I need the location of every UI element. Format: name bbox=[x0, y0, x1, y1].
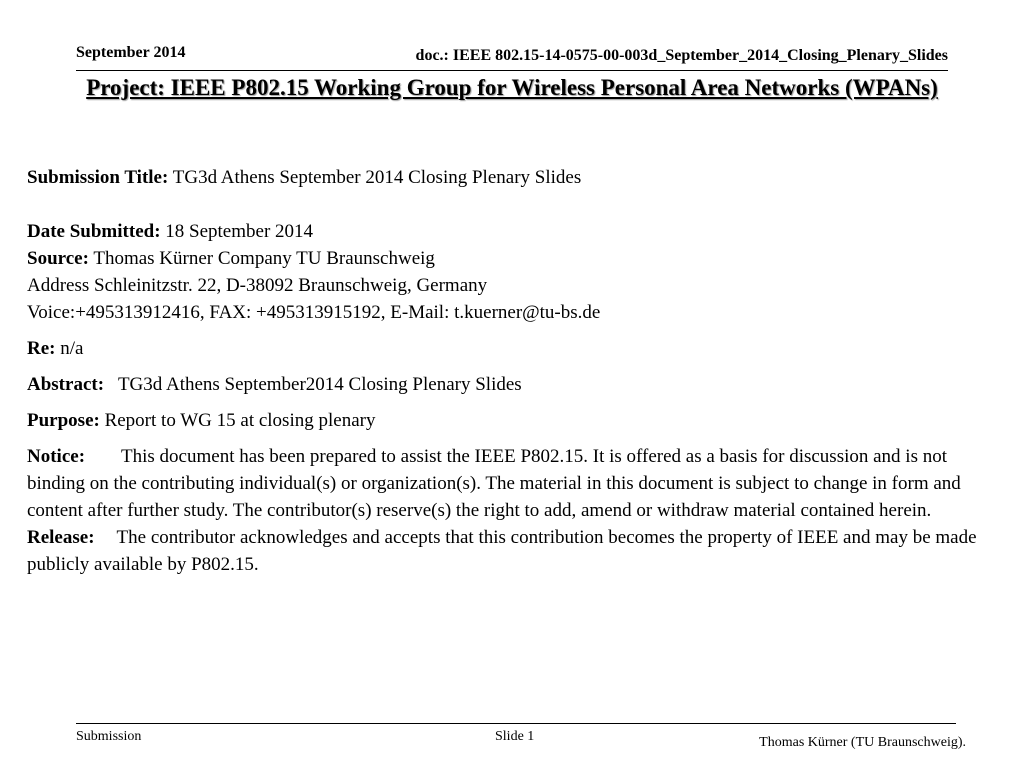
purpose-value: Report to WG 15 at closing plenary bbox=[104, 410, 376, 431]
header-divider bbox=[76, 70, 948, 71]
notice-label: Notice: bbox=[27, 446, 86, 467]
submission-body bbox=[27, 164, 987, 578]
header-doc-id: doc.: IEEE 802.15-14-0575-00-003d_September_2014_Closing_Plenary_Slides bbox=[415, 47, 948, 64]
re-value: n/a bbox=[60, 338, 84, 359]
re-label: Re: bbox=[27, 338, 56, 359]
voice-line: Voice:+495313912416, FAX: +495313915192, E-Mail: t.kuerner@tu-bs.de bbox=[27, 302, 601, 323]
purpose-label: Purpose: bbox=[27, 410, 100, 431]
release-label: Release: bbox=[27, 527, 95, 548]
abstract-label: Abstract: bbox=[27, 374, 105, 395]
footer-divider bbox=[76, 723, 956, 724]
source-value: Thomas Kürner Company TU Braunschweig bbox=[93, 248, 435, 269]
source-line bbox=[27, 245, 987, 272]
date-submitted-label: Date Submitted: bbox=[27, 221, 161, 242]
submission-title-value: TG3d Athens September 2014 Closing Plenary Slides bbox=[172, 167, 582, 188]
re-line bbox=[27, 335, 987, 362]
submission-title-label: Submission Title: bbox=[27, 167, 169, 188]
submission-title-line bbox=[27, 164, 987, 191]
notice-paragraph bbox=[27, 443, 987, 524]
release-paragraph bbox=[27, 524, 987, 578]
abstract-value: TG3d Athens September2014 Closing Plenary Slides bbox=[117, 374, 522, 395]
date-submitted-line bbox=[27, 218, 987, 245]
purpose-line bbox=[27, 407, 987, 434]
notice-value: This document has been prepared to assist the IEEE P802.15. It is offered as a basis for discussion and is not binding on the contributing individual(s) or organization(s). The material in this document is subject to change in form and content after further study. The contributor(s) reserve(s) the right to add, amend or withdraw material contained herein. bbox=[27, 446, 961, 521]
abstract-line bbox=[27, 371, 987, 398]
source-label: Source: bbox=[27, 248, 89, 269]
footer-slide-number: Slide 1 bbox=[495, 729, 535, 744]
header-date: September 2014 bbox=[76, 44, 186, 61]
date-submitted-value: 18 September 2014 bbox=[165, 221, 314, 242]
footer-submission: Submission bbox=[76, 729, 142, 744]
project-title: Project: IEEE P802.15 Working Group for Wireless Personal Area Networks (WPANs) bbox=[86, 75, 938, 100]
release-value: The contributor acknowledges and accepts that this contribution becomes the property of IEEE and may be made publicly available by P802.15. bbox=[27, 527, 977, 575]
address-line: Address Schleinitzstr. 22, D-38092 Braunschweig, Germany bbox=[27, 275, 488, 296]
footer-author: Thomas Kürner (TU Braunschweig). bbox=[759, 735, 966, 750]
